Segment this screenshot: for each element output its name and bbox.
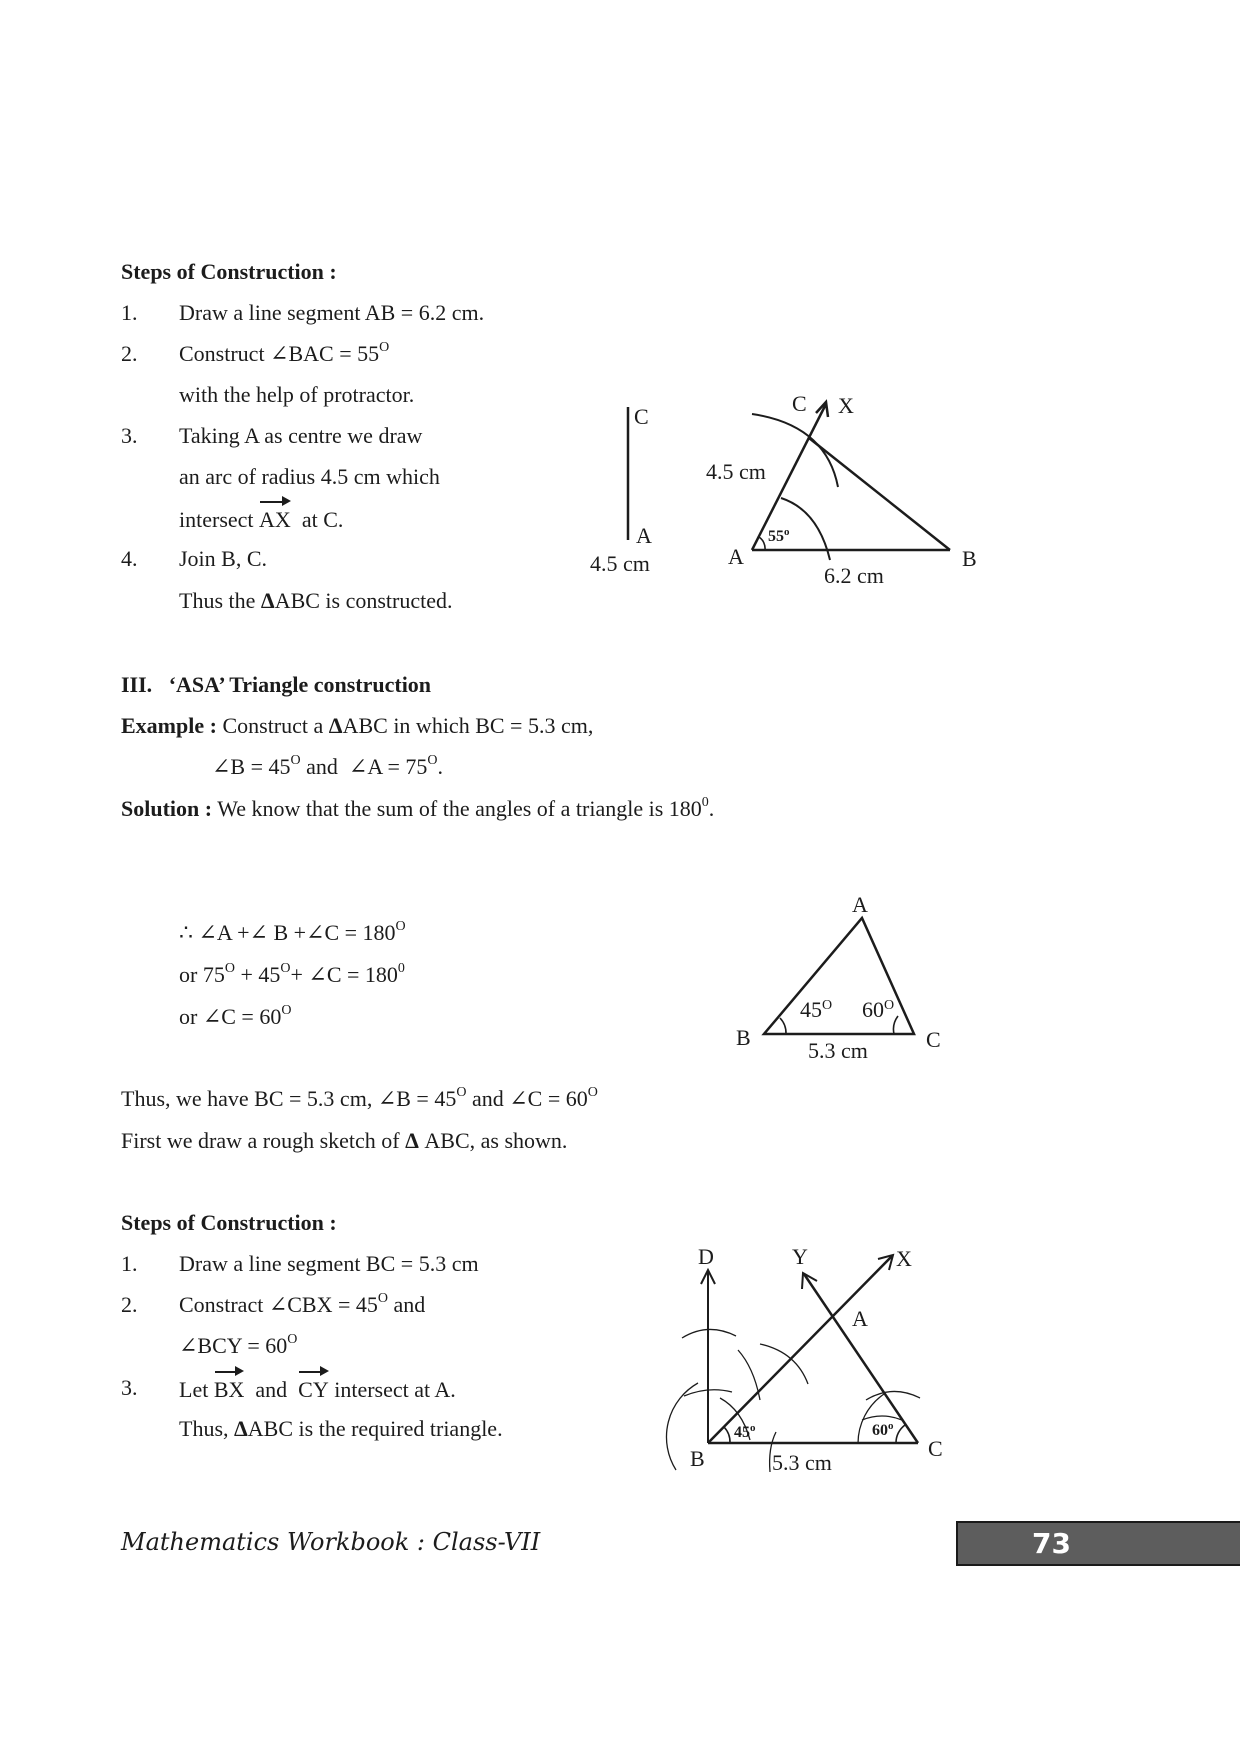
label-side-ab: 6.2 cm — [824, 563, 884, 588]
thus-line-2: First we draw a rough sketch of Δ ABC, as shown. — [121, 1128, 568, 1153]
example-text: Example : Construct a ΔABC in which BC = 5.3 cm, — [121, 713, 594, 738]
angle-55: 55$^o$ — [768, 526, 790, 545]
angle-60: $60^O$ — [862, 997, 895, 1022]
step-text: Constract ∠CBX = $45^O$ and — [179, 1290, 426, 1317]
label-c: C — [928, 1436, 943, 1461]
label-c: C — [926, 1027, 941, 1052]
arc-construction — [866, 1391, 920, 1400]
label-c: C — [792, 391, 807, 416]
section1-heading: Steps of Construction : — [121, 259, 337, 284]
step-text: with the help of protractor. — [179, 382, 415, 407]
step-text: Draw a line segment BC = 5.3 cm — [179, 1251, 479, 1276]
vector-bx: BX — [213, 1377, 245, 1402]
step-text: Thus the ΔABC is constructed. — [179, 588, 453, 613]
thus-line-1: Thus, we have BC = 5.3 cm, ∠B = $45^O$ and ∠C = $60^O$ — [121, 1084, 598, 1111]
step-text: ∠BCY = $60^O$ — [179, 1331, 298, 1358]
arc-construction — [862, 1416, 902, 1420]
equation-1: ∴ ∠A +∠ B +∠C = $180^O$ — [179, 918, 406, 945]
label-side-ac: 4.5 cm — [706, 459, 766, 484]
ray-cy — [804, 1274, 918, 1443]
label-side-bc: 5.3 cm — [808, 1038, 868, 1063]
angle-arc-c — [896, 1425, 905, 1443]
step-number: 2. — [121, 341, 138, 366]
page-number-box — [956, 1521, 1240, 1566]
step-text: Let BX and CY intersect at A. — [179, 1377, 456, 1402]
solution-text: Solution : We know that the sum of the angles of a triangle is $180^0$. — [121, 794, 715, 821]
angle-60: 60$^o$ — [872, 1420, 894, 1439]
step-text: Draw a line segment AB = 6.2 cm. — [179, 300, 485, 325]
ray-bx — [708, 1256, 892, 1443]
delta-symbol: Δ — [234, 1416, 248, 1441]
example-angles: ∠B = $45^O$ and ∠A = $75^O$. — [212, 752, 444, 779]
step-text: Construct ∠BAC = $55^O$ — [179, 339, 390, 366]
step-text: Taking A as centre we draw — [179, 423, 423, 448]
step-number: 1. — [121, 1251, 138, 1276]
label-b: B — [690, 1446, 705, 1471]
segment-length: 4.5 cm — [590, 551, 650, 576]
label-a: A — [728, 544, 744, 569]
step-number: 2. — [121, 1292, 138, 1317]
section-heading-asa: III. ‘ASA’ Triangle construction — [121, 672, 432, 697]
label-a: A — [636, 523, 652, 548]
step-number: 3. — [121, 423, 138, 448]
footer-book-title: Mathematics Workbook : Class-VII — [121, 1528, 541, 1556]
label-b: B — [962, 546, 977, 571]
label-x: X — [838, 393, 854, 418]
label-y: Y — [792, 1244, 808, 1269]
step-text: Thus, ΔABC is the required triangle. — [179, 1416, 503, 1441]
equation-3: or ∠C = $60^O$ — [179, 1002, 292, 1029]
step-text: intersect AX at C. — [179, 507, 344, 532]
delta-symbol: Δ — [260, 588, 275, 613]
label-c: C — [634, 404, 649, 429]
equation-2: or $75^O + 45^O+$ ∠C = $180^0$ — [179, 960, 405, 987]
angle-45: 45$^o$ — [734, 1422, 756, 1441]
step-number: 1. — [121, 300, 138, 325]
step-number: 4. — [121, 546, 138, 571]
page-number: 73 — [1032, 1527, 1071, 1560]
label-a: A — [852, 892, 868, 917]
label-b: B — [736, 1025, 751, 1050]
label-side-bc: 5.3 cm — [772, 1450, 832, 1475]
step-number: 3. — [121, 1375, 138, 1400]
vector-cy: CY — [298, 1377, 329, 1402]
angle-arc-b — [724, 1427, 730, 1443]
angle-45: $45^O$ — [800, 997, 833, 1022]
step-text: an arc of radius 4.5 cm which — [179, 464, 440, 489]
vector-ax: AX — [259, 507, 291, 532]
step-text: Join B, C. — [179, 546, 268, 571]
section3-heading: Steps of Construction : — [121, 1210, 337, 1235]
label-d: D — [698, 1244, 714, 1269]
label-a: A — [852, 1306, 868, 1331]
label-x: X — [896, 1246, 912, 1271]
